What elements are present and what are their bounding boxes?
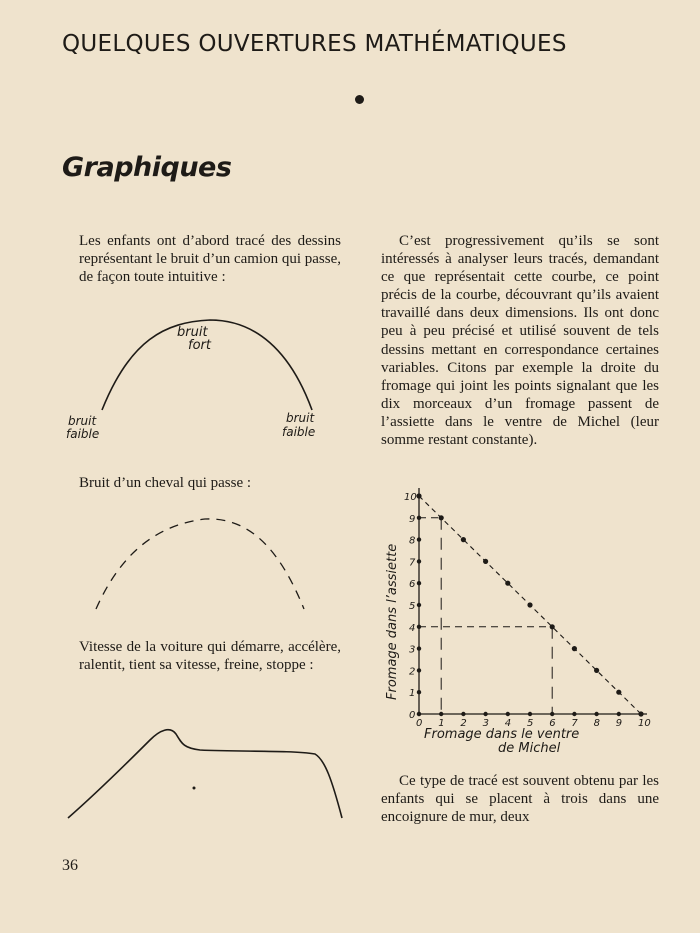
y-axis-dot bbox=[417, 646, 421, 650]
stray-dot bbox=[193, 787, 196, 790]
label-bruit-faible-left-1: bruit bbox=[68, 414, 97, 428]
x-tick-label: 2 bbox=[460, 718, 467, 729]
x-axis-dot bbox=[506, 712, 510, 716]
x-tick-label: 7 bbox=[571, 718, 578, 729]
x-axis-dot bbox=[483, 712, 487, 716]
data-point bbox=[572, 646, 577, 651]
y-axis-dot bbox=[417, 690, 421, 694]
y-axis-dot bbox=[417, 581, 421, 585]
data-point bbox=[527, 602, 532, 607]
y-axis-dot bbox=[417, 712, 421, 716]
car-speed-figure bbox=[60, 720, 350, 830]
y-tick-label: 7 bbox=[409, 557, 416, 569]
x-axis-dot bbox=[617, 712, 621, 716]
horse-noise-curve bbox=[96, 519, 304, 609]
data-point bbox=[505, 581, 510, 586]
x-axis-dot bbox=[639, 712, 643, 716]
x-tick-label: 5 bbox=[527, 718, 534, 729]
x-tick-label: 4 bbox=[504, 718, 512, 729]
y-tick-label: 3 bbox=[409, 644, 416, 656]
bottom-right-paragraph: Ce type de tracé est souvent obtenu par les enfants qui se placent à trois dans une encoignure de mur, deux bbox=[381, 773, 659, 826]
intro-paragraph: Les enfants ont d’abord tracé des dessins représentant le bruit d’un camion qui passe, de façon toute intuitive : bbox=[79, 233, 342, 286]
x-tick-label: 6 bbox=[549, 718, 556, 729]
cheese-chart bbox=[378, 488, 668, 758]
label-bruit-faible-right-2: faible bbox=[282, 425, 316, 439]
x-tick-label: 10 bbox=[638, 718, 651, 729]
y-tick-label: 0 bbox=[409, 710, 416, 721]
y-axis-dot bbox=[417, 559, 421, 563]
y-axis-dot bbox=[417, 537, 421, 541]
x-tick-label: 1 bbox=[438, 718, 445, 729]
data-point bbox=[461, 537, 466, 542]
y-axis-dot bbox=[417, 494, 421, 498]
x-tick-label: 9 bbox=[615, 718, 623, 729]
data-point bbox=[616, 690, 621, 695]
chart-ylabel: Fromage dans l’assiette bbox=[385, 543, 400, 700]
section-title: Graphiques bbox=[62, 152, 232, 183]
label-bruit-fort-1: bruit bbox=[177, 325, 208, 340]
label-bruit-fort-2: fort bbox=[188, 338, 211, 353]
y-tick-label: 5 bbox=[409, 601, 416, 612]
x-axis-dot bbox=[572, 712, 576, 716]
page-number: 36 bbox=[62, 857, 78, 874]
horse-caption: Bruit d’un cheval qui passe : bbox=[79, 475, 252, 491]
horse-noise-figure bbox=[60, 505, 350, 615]
right-paragraph: C’est progressivement qu’ils se sont intéressés à analyser leurs tracés, demandant ce que représentait cette courbe, ce point précis de la courbe, découvrant qu’ils avaient travaillé dans deux dimensions. Ils ont donc peu à peu précisé et utilisé souvent de tels dessins mettant en correspondance certaines variables. Citons par exemple la droite du fromage qui joint les points signalant que les dix morceaux d’un fromage passent de l’assiette dans le ventre de Michel (leur somme restant constante). bbox=[381, 233, 659, 449]
y-axis-dot bbox=[417, 668, 421, 672]
x-tick-label: 8 bbox=[593, 718, 600, 729]
x-axis-dot bbox=[439, 712, 443, 716]
chart-xlabel-line2: de Michel bbox=[498, 741, 561, 756]
y-tick-label: 10 bbox=[404, 492, 417, 503]
truck-noise-figure bbox=[60, 310, 350, 450]
x-axis-dot bbox=[550, 712, 554, 716]
y-tick-label: 8 bbox=[409, 535, 416, 547]
chart-xlabel-line1: Fromage dans le ventre bbox=[424, 727, 580, 742]
y-axis-dot bbox=[417, 516, 421, 520]
data-point bbox=[483, 559, 488, 564]
data-point bbox=[550, 624, 555, 629]
x-axis-dot bbox=[528, 712, 532, 716]
data-point bbox=[439, 515, 444, 520]
y-tick-label: 9 bbox=[409, 513, 416, 525]
data-point bbox=[594, 668, 599, 673]
running-header: QUELQUES OUVERTURES MATHÉMATIQUES bbox=[62, 31, 567, 57]
y-tick-label: 2 bbox=[409, 666, 416, 678]
x-axis-dot bbox=[594, 712, 598, 716]
y-axis-dot bbox=[417, 603, 421, 607]
label-bruit-faible-left-2: faible bbox=[66, 427, 100, 441]
y-tick-label: 6 bbox=[409, 579, 416, 591]
y-axis-dot bbox=[417, 625, 421, 629]
bullet-ornament bbox=[355, 95, 364, 104]
car-speed-caption: Vitesse de la voiture qui démarre, accélère, ralentit, tient sa vitesse, freine, stoppe : bbox=[79, 639, 341, 674]
x-tick-label: 0 bbox=[416, 718, 423, 729]
y-tick-label: 4 bbox=[409, 622, 416, 634]
x-axis-dot bbox=[461, 712, 465, 716]
y-tick-label: 1 bbox=[409, 688, 416, 700]
car-speed-curve bbox=[68, 730, 342, 818]
x-tick-label: 3 bbox=[482, 718, 489, 729]
label-bruit-faible-right-1: bruit bbox=[286, 411, 315, 425]
